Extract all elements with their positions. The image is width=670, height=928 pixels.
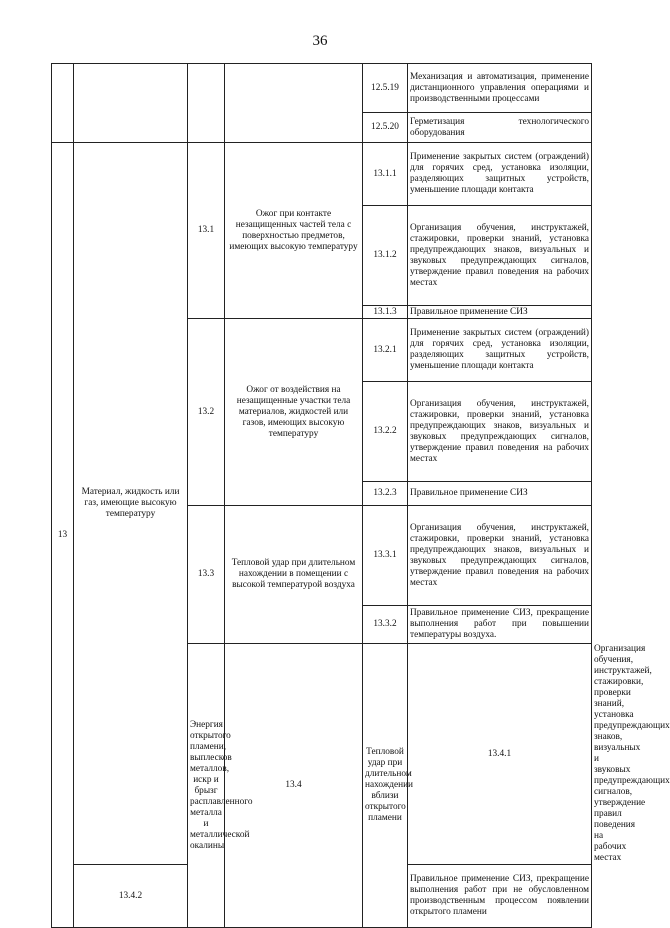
measure-text: Применение закрытых систем (ограждений) для горячих сред, установка изоляции, разделяющих защитных устройств, уменьшение площади контакта: [408, 143, 592, 206]
measure-text: Организация обучения, инструктажей, стажировки, проверки знаний, установка предупреждающих знаков, визуальных и звуковых предупреждающих сигналов, утверждение правил поведения на рабочих местах: [408, 382, 592, 482]
measure-code: 12.5.19: [363, 64, 408, 113]
source-cell-prev: [74, 64, 188, 143]
measure-code: 13.1.1: [363, 143, 408, 206]
hazard-source: Материал, жидкость или газ, имеющие высокую температуру: [74, 143, 188, 865]
measure-code: 13.3.1: [363, 506, 408, 606]
measure-code: 13.1.2: [363, 206, 408, 306]
hazard-code-cell-prev: [188, 64, 225, 143]
measure-code: 12.5.20: [363, 113, 408, 143]
measure-text: Правильное применение СИЗ: [408, 306, 592, 319]
measure-code: 13.1.3: [363, 306, 408, 319]
group-number: 13: [52, 143, 74, 928]
measure-text: Применение закрытых систем (ограждений) для горячих сред, установка изоляции, разделяющих защитных устройств, уменьшение площади контакта: [408, 319, 592, 382]
hazard-code: 13.2: [188, 319, 225, 506]
measure-text: Организация обучения, инструктажей, стажировки, проверки знаний, установка предупреждающих знаков, визуальных и звуковых предупреждающих сигналов, утверждение правил поведения на рабочих местах: [408, 506, 592, 606]
hazard-code: 13.3: [188, 506, 225, 644]
hazard-code: 13.1: [188, 143, 225, 319]
measure-code: 13.4.2: [74, 865, 188, 928]
table-row: [52, 143, 592, 206]
hazard-name: Тепловой удар при длительном нахождении вблизи открытого пламени: [363, 644, 408, 928]
measure-code: 13.2.2: [363, 382, 408, 482]
hazard-table: [51, 63, 670, 928]
measure-text: Правильное применение СИЗ, прекращение выполнения работ при повышении температуры воздуха.: [408, 606, 592, 644]
measure-code: 13.2.3: [363, 482, 408, 506]
hazard-name: Ожог при контакте незащищенных частей тела с поверхностью предметов, имеющих высокую температуру: [225, 143, 363, 319]
measure-text: Механизация и автоматизация, применение дистанционного управления операциями и производственными процессами: [408, 64, 592, 113]
hazard-name: Тепловой удар при длительном нахождении в помещении с высокой температурой воздуха: [225, 506, 363, 644]
measure-code: 13.2.1: [363, 319, 408, 382]
measure-text: Герметизация технологического оборудования: [408, 113, 592, 143]
measure-text: Организация обучения, инструктажей, стажировки, проверки знаний, установка предупреждающих знаков, визуальных и звуковых предупреждающих сигналов, утверждение правил поведения на рабочих местах: [408, 206, 592, 306]
hazard-code: 13.4: [225, 644, 363, 928]
page-number: 36: [312, 33, 328, 49]
hazard-source: Энергия открытого пламени, выплесков металлов, искр и брызг расплавленного металла и металлической окалины: [188, 644, 225, 928]
measure-code: 13.4.1: [408, 644, 592, 865]
measure-text: Правильное применение СИЗ: [408, 482, 592, 506]
hazard-name-cell-prev: [225, 64, 363, 143]
measure-code: 13.3.2: [363, 606, 408, 644]
hazard-name: Ожог от воздействия на незащищенные участки тела материалов, жидкостей или газов, имеющих высокую температуру: [225, 319, 363, 506]
group-number-cell-prev: [52, 64, 74, 143]
table-row: [52, 64, 592, 113]
table-row: Энергия открытого пламени, выплесков металлов, искр и брызг расплавленного металла и металлической окалины 13.4 Тепловой удар при длительном нахождении вблизи открытого пламени 13.4.1 Организация обучения, инструктажей, стажировки, проверки знаний, установка предупреждающих знаков, визуальных и звуковых предупреждающих сигналов, утверждение правил поведения на рабочих местах: [52, 644, 592, 865]
measure-text: Правильное применение СИЗ, прекращение выполнения работ при не обусловленном производственным процессом появлении открытого пламени: [408, 865, 592, 928]
